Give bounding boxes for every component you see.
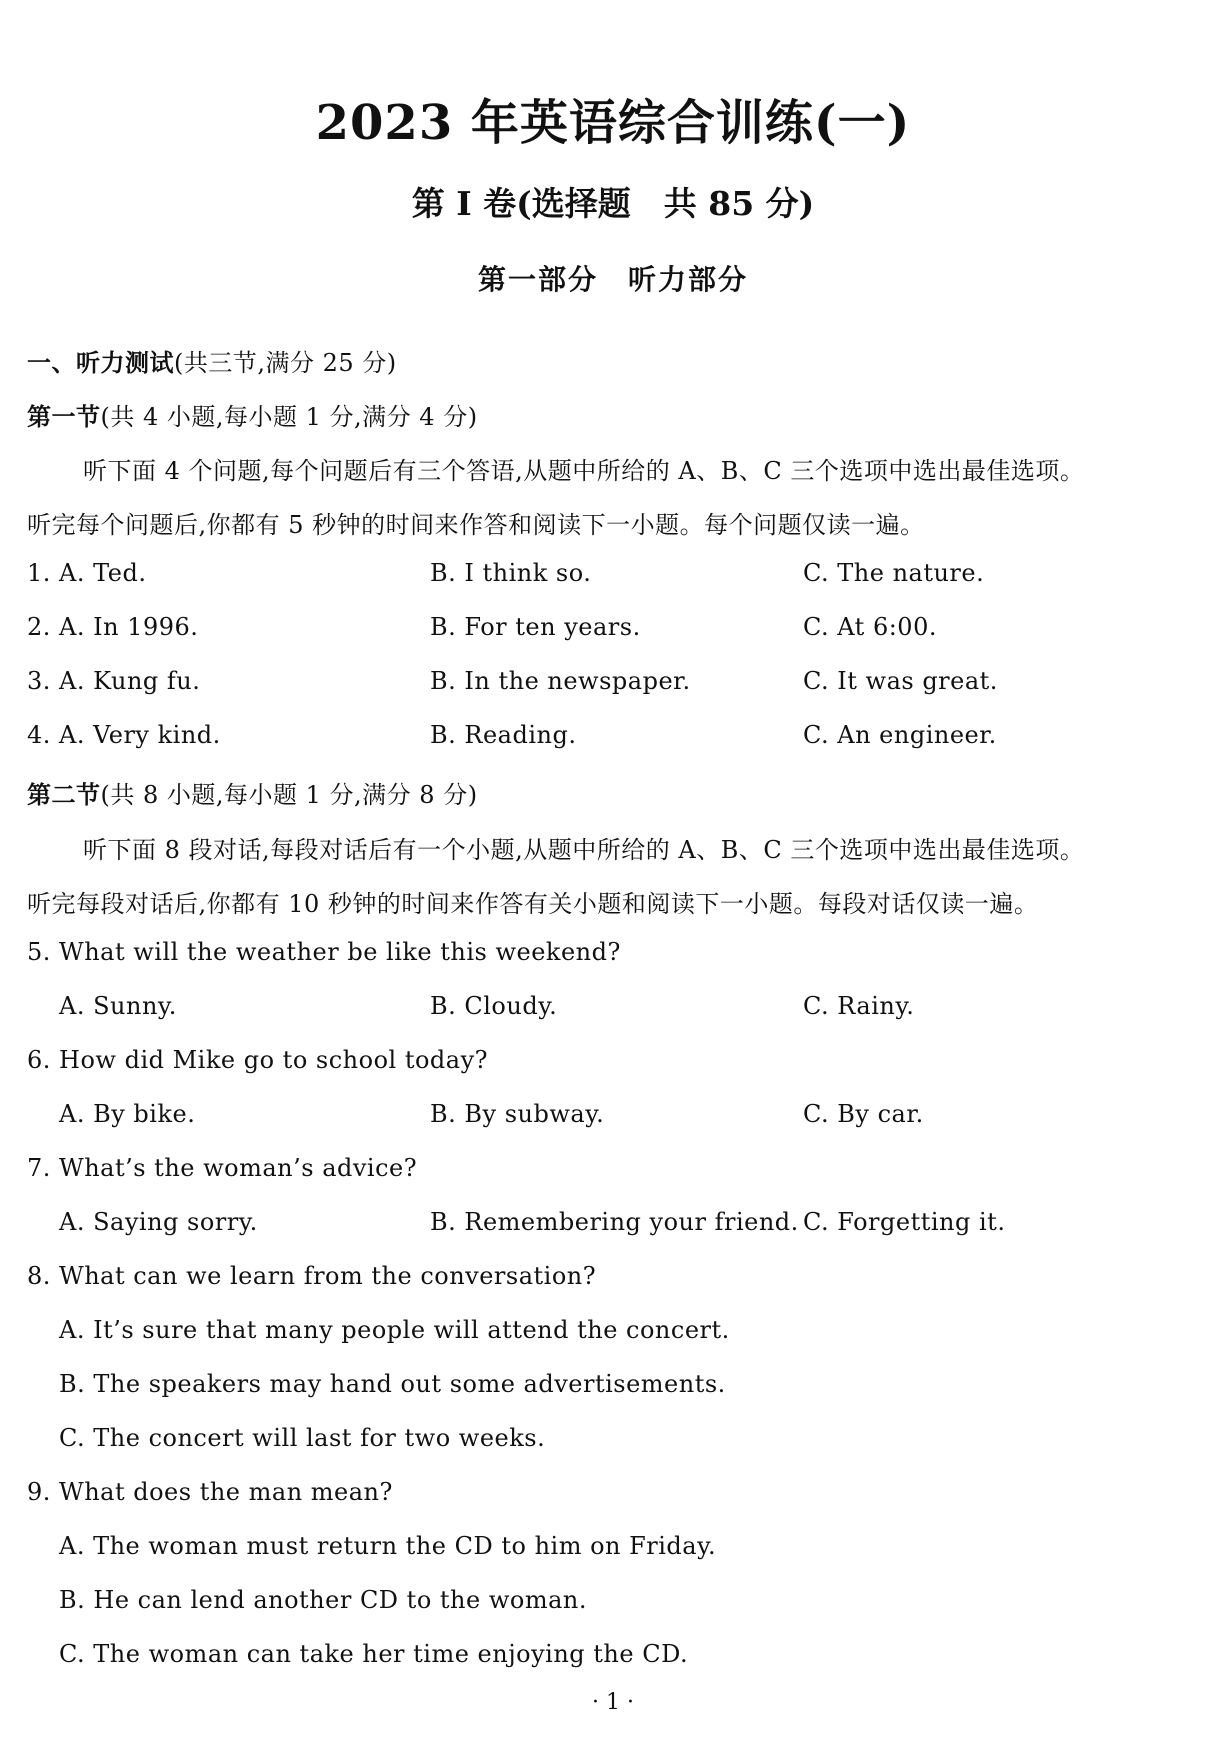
q1-option-c: C. The nature. [803, 559, 985, 587]
q2-option-b: B. For ten years. [430, 613, 641, 641]
section1-heading [27, 397, 478, 432]
listening-heading-note: (共三节,满分 25 分) [174, 349, 397, 377]
q9-option-c: C. The woman can take her time enjoying the CD. [59, 1640, 689, 1668]
q9-option-a: A. The woman must return the CD to him on Friday. [59, 1532, 717, 1560]
q1-option-a: 1. A. Ted. [27, 559, 147, 587]
q8-option-a: A. It’s sure that many people will attend the concert. [59, 1316, 730, 1344]
section2-instruction-line2: 听完每段对话后,你都有 10 秒钟的时间来作答有关小题和阅读下一小题。每段对话仅读一遍。 [27, 890, 1039, 918]
q5-option-b: B. Cloudy. [430, 992, 558, 1020]
section2-heading [27, 775, 478, 810]
q9-stem: 9. What does the man mean? [27, 1478, 393, 1506]
q7-option-c: C. Forgetting it. [803, 1208, 1006, 1236]
section2-instruction: 听下面 8 段对话,每段对话后有一个小题,从题中所给的 A、B、C 三个选项中选出最佳选项。 [83, 836, 1085, 864]
listening-heading [27, 343, 397, 378]
section1-heading-label: 第一节 [27, 402, 101, 431]
section1-instruction: 听下面 4 个问题,每个问题后有三个答语,从题中所给的 A、B、C 三个选项中选出最佳选项。 [83, 457, 1085, 485]
q4-option-b: B. Reading. [430, 721, 577, 749]
paper-subtitle: 第 Ⅰ 卷(选择题 共 85 分) [411, 184, 815, 223]
q8-option-c: C. The concert will last for two weeks. [59, 1424, 546, 1452]
page-title: 2023 年英语综合训练(一) [315, 95, 911, 151]
q8-stem: 8. What can we learn from the conversation? [27, 1262, 597, 1290]
q8-option-b: B. The speakers may hand out some advertisements. [59, 1370, 726, 1398]
q2-option-c: C. At 6:00. [803, 613, 937, 641]
section1-heading-note: (共 4 小题,每小题 1 分,满分 4 分) [100, 403, 478, 431]
q6-option-c: C. By car. [803, 1100, 924, 1128]
q1-option-b: B. I think so. [430, 559, 592, 587]
q3-option-a: 3. A. Kung fu. [27, 667, 201, 695]
section1-instruction-line2: 听完每个问题后,你都有 5 秒钟的时间来作答和阅读下一小题。每个问题仅读一遍。 [27, 511, 925, 539]
q2-option-a: 2. A. In 1996. [27, 613, 199, 641]
q7-option-b: B. Remembering your friend. [430, 1208, 799, 1236]
q3-option-b: B. In the newspaper. [430, 667, 691, 695]
q4-option-c: C. An engineer. [803, 721, 997, 749]
q5-option-a: A. Sunny. [59, 992, 177, 1020]
q6-stem: 6. How did Mike go to school today? [27, 1046, 489, 1074]
q4-option-a: 4. A. Very kind. [27, 721, 221, 749]
section2-heading-note: (共 8 小题,每小题 1 分,满分 8 分) [100, 781, 478, 809]
q7-stem: 7. What’s the woman’s advice? [27, 1154, 418, 1182]
q5-option-c: C. Rainy. [803, 992, 915, 1020]
section2-heading-label: 第二节 [27, 780, 101, 809]
q7-option-a: A. Saying sorry. [59, 1208, 258, 1236]
q6-option-a: A. By bike. [59, 1100, 196, 1128]
listening-heading-label: 一、听力测试 [27, 348, 174, 377]
q9-option-b: B. He can lend another CD to the woman. [59, 1586, 587, 1614]
part-heading: 第一部分 听力部分 [477, 263, 748, 296]
q6-option-b: B. By subway. [430, 1100, 605, 1128]
page-number: · 1 · [592, 1690, 634, 1715]
q5-stem: 5. What will the weather be like this weekend? [27, 938, 621, 966]
q3-option-c: C. It was great. [803, 667, 998, 695]
